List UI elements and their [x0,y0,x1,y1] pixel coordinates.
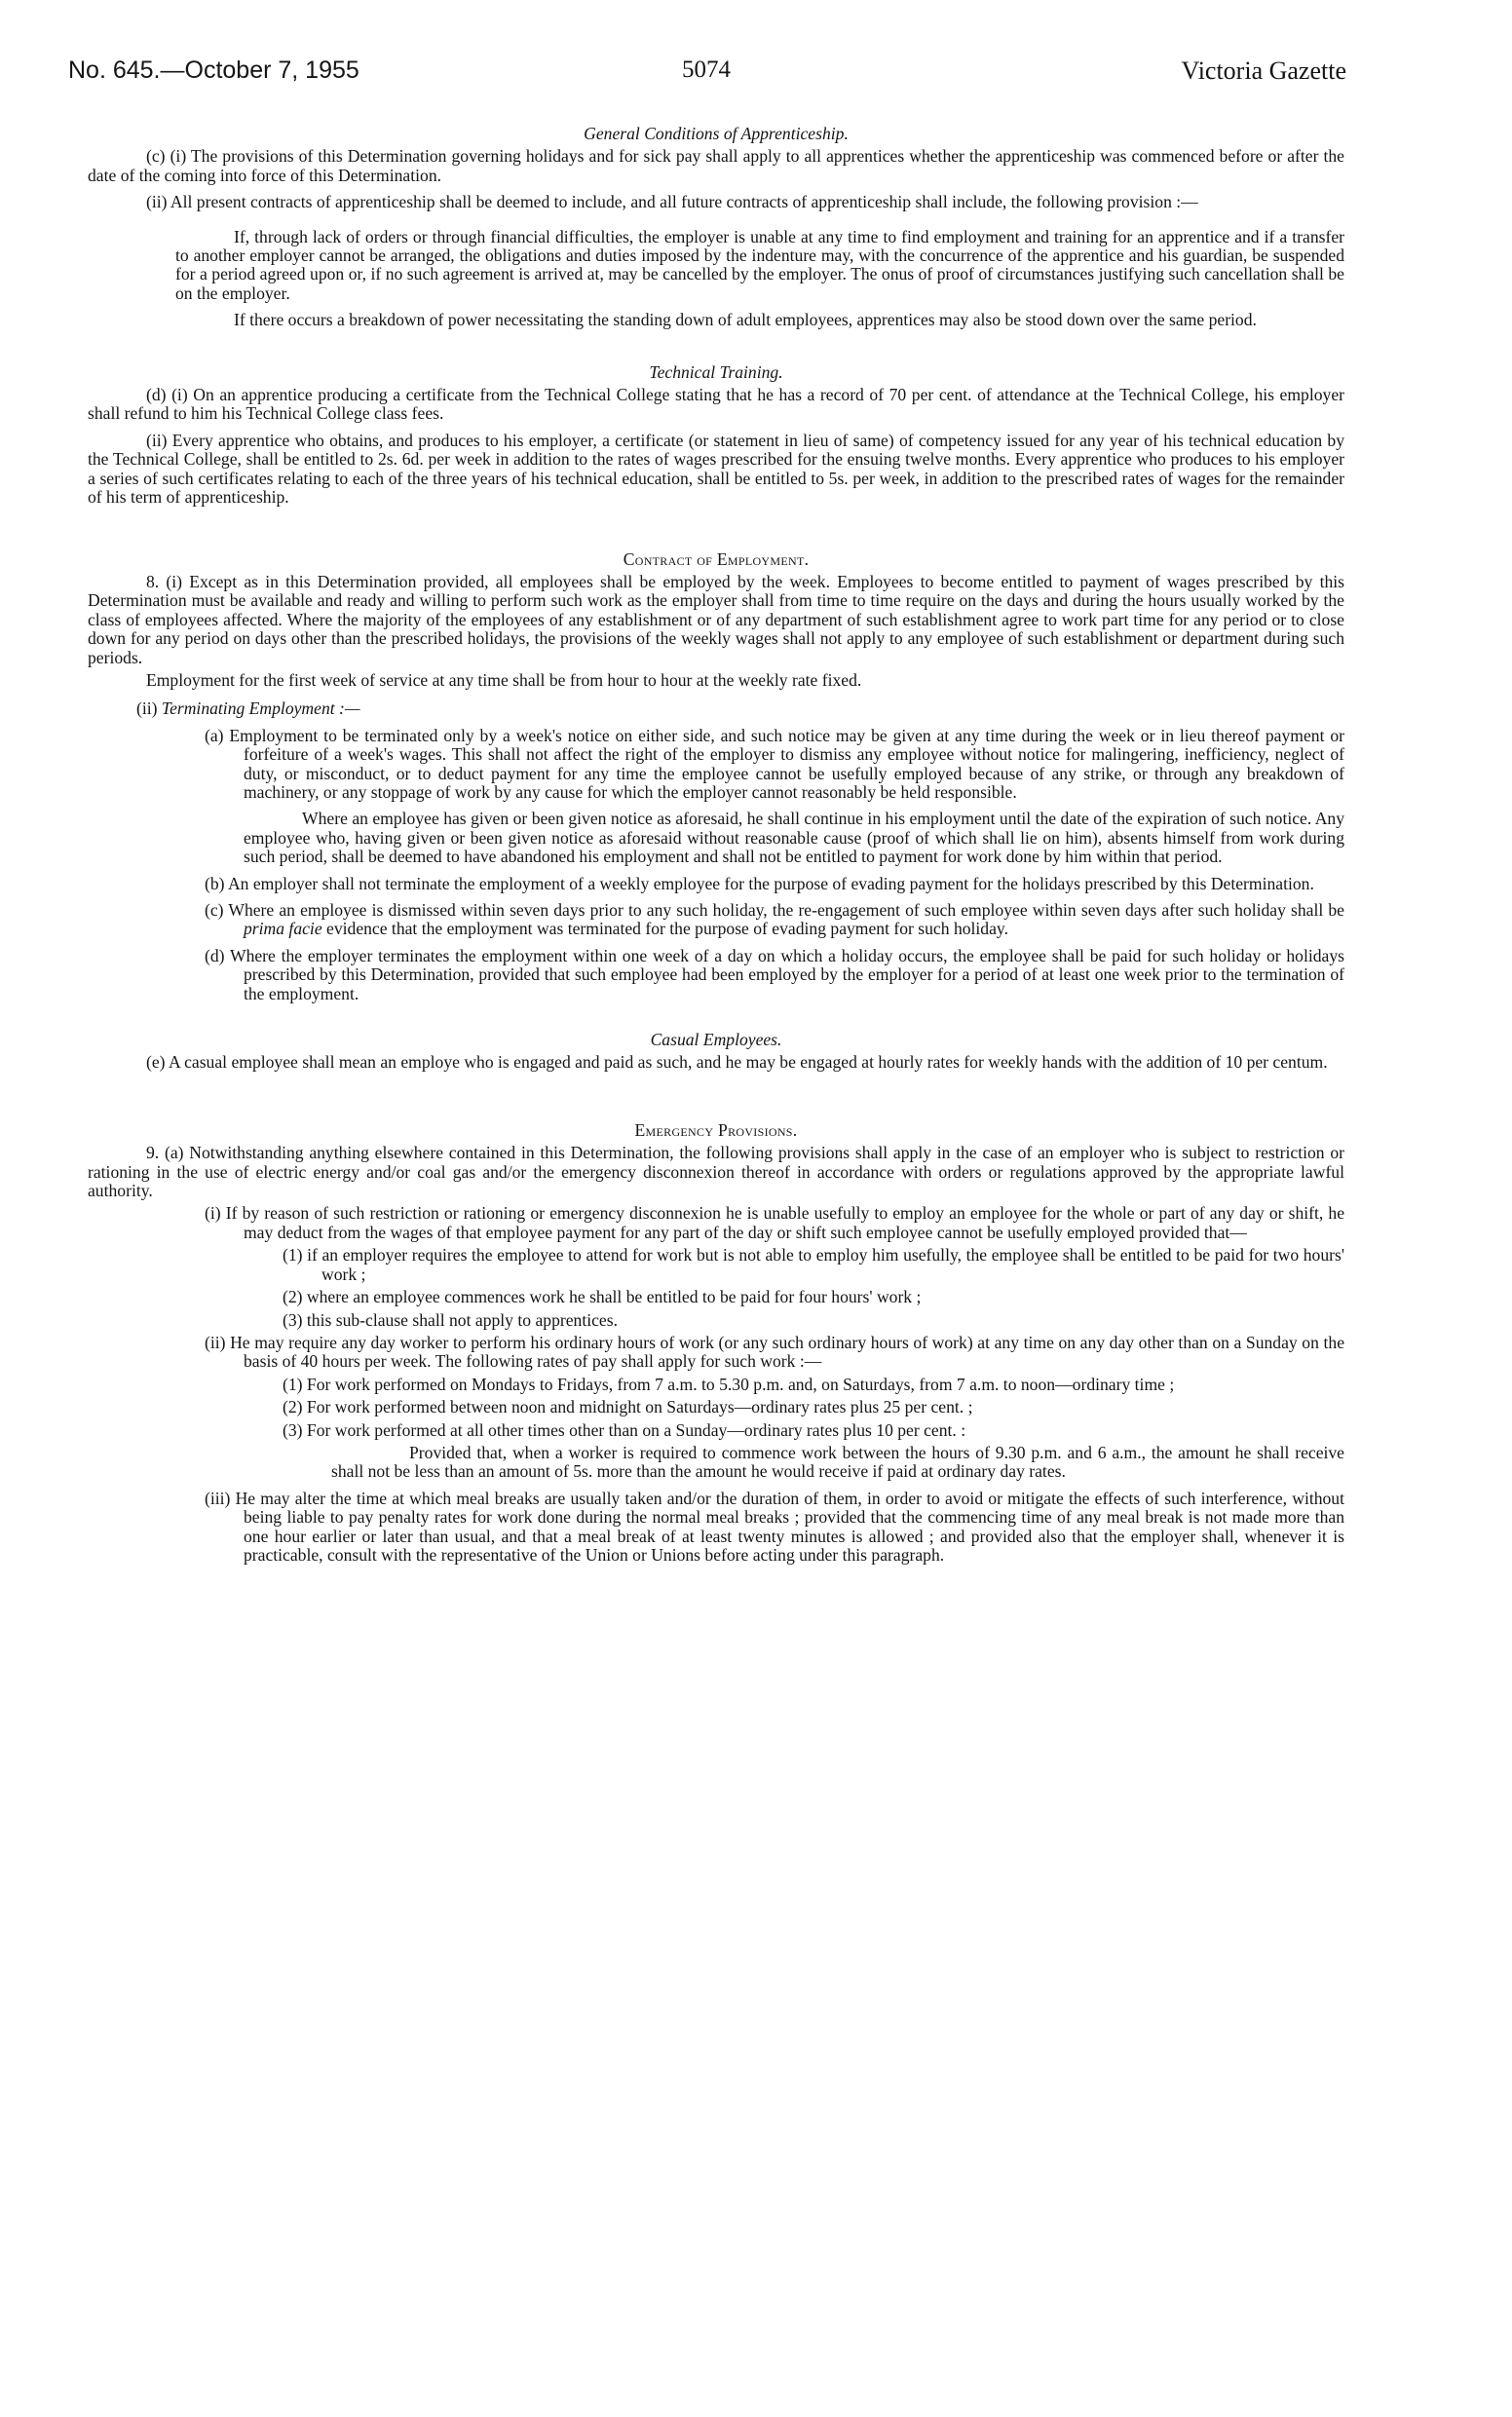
paragraph-9-i-1: (1) if an employer requires the employee to attend for work but is not able to employ him usefully, the employee shall be entitled to be paid for two hours' work ; [283,1245,1344,1284]
section-heading-contract: Contract of Employment. [623,548,810,569]
subheading-title: Terminating Employment :— [161,699,360,719]
paragraph-9-ii-3: (3) For work performed at all other times other than on a Sunday—ordinary rates plus 10 per cent. : [283,1419,966,1440]
paragraph-9-iii: (iii) He may alter the time at which meal breaks are usually taken and/or the duration of them, in order to avoid or mitigate the effects of such interference, without being liable to pay penalty rates for work done during the normal meal breaks ; provided that the commencing time of any meal break is not made more than one hour earlier or later than usual, and that a meal break of at least twenty minutes is allowed ; and provided also that the employer shall, whenever it is practicable, consult with the representative of the Union or Unions before acting under this paragraph. [205,1488,1344,1565]
paragraph-c-text-end: evidence that the employment was terminated for the purpose of evading payment for such holiday. [321,919,1008,939]
section-heading-emergency: Emergency Provisions. [634,1119,798,1140]
paragraph-9-ii-2: (2) For work performed between noon and midnight on Saturdays—ordinary rates plus 25 per cent. ; [283,1397,973,1417]
section-heading-apprenticeship: General Conditions of Apprenticeship. [584,124,849,143]
paragraph-c-text: (c) Where an employee is dismissed within seven days prior to any such holiday, the re-engagement of such employee within seven days after such holiday shall be [205,900,1344,920]
paragraph-9-i-3: (3) this sub-clause shall not apply to apprentices. [283,1309,618,1330]
paragraph-8-i: 8. (i) Except as in this Determination provided, all employees shall be employed by the week. Employees to become entitled to payment of wages prescribed by this Determination must be available and ready and willing to perform such work as the employer shall from time to time require on the days and during the hours usually worked by the class of employees affected. Where the majority of the employees of any establishment or of any department of such establishment agree to work part time for any period or to close down for any period on days other than the prescribed holidays, the provisions of the weekly wages shall not apply to any employee of such establishment or department during such periods. [88,571,1344,667]
paragraph-d: (d) Where the employer terminates the employment within one week of a day on which a holiday occurs, the employee shall be paid for such holiday or holidays prescribed by this Determination, provided that such employee had been employed by the employer for a period of at least one week prior to the termination of the employment. [205,945,1344,1003]
paragraph-proviso: Provided that, when a worker is required to commence work between the hours of 9.30 p.m. and 6 a.m., the amount he shall receive shall not be less than an amount of 5s. more than the amount he would receive if paid at ordinary day rates. [331,1442,1344,1482]
section-heading-technical-training: Technical Training. [649,361,783,382]
page-number: 5074 [682,57,731,83]
paragraph-c-italic: prima facie [244,919,322,939]
paragraph-c [88,901,1344,939]
section-heading-casual: Casual Employees. [650,1030,782,1050]
paragraph-c-i: (c) (i) The provisions of this Determination governing holidays and for sick pay shall apply to all apprentices whether the apprenticeship was commenced before or after the date of the coming into force of this Determination. [88,146,1344,185]
paragraph-e: (e) A casual employee shall mean an employe who is engaged and paid as such, and he may be engaged at hourly rates for weekly hands with the addition of 10 per centum. [146,1052,1328,1073]
paragraph-9-ii: (ii) He may require any day worker to perform his ordinary hours of work (or any such ordinary hours of work) at any time on any day other than on a Sunday on the basis of 40 hours per week. The following rates of pay shall apply for such work :— [205,1332,1344,1372]
paragraph-a-continuation: Where an employee has given or been given notice as aforesaid, he shall continue in his employment until the date of the expiration of such notice. Any employee who, having given or been given notice as aforesaid without reasonable cause (proof of which shall lie on him), absents himself from work during such period, shall be deemed to have abandoned his employment and shall not be entitled to payment for work done by him within that period. [244,809,1344,867]
paragraph-d-i: (d) (i) On an apprentice producing a certificate from the Technical College stating that he has a record of 70 per cent. of attendance at the Technical College, his employer shall refund to him his Technical College class fees. [88,385,1344,424]
paragraph-c-ii: (ii) All present contracts of apprenticeship shall be deemed to include, and all future contracts of apprenticeship shall include, the following provision :— [146,192,1198,212]
paragraph-a-termination: (a) Employment to be terminated only by a week's notice on either side, and such notice may be given at any time during the week or in lieu thereof payment or forfeiture of a week's wages. This shall not affect the right of the employer to dismiss any employee without notice for malingering, inefficiency, neglect of duty, or misconduct, or to deduct payment for any time the employee cannot be usefully employed because of any strike, or through any breakdown of machinery, or any stoppage of work by any cause for which the employer cannot reasonably be held responsible. [205,725,1344,802]
paragraph-first-week: Employment for the first week of service at any time shall be from hour to hour at the weekly rate fixed. [146,669,862,690]
paragraph-b: (b) An employer shall not terminate the employment of a weekly employee for the purpose of evading payment for the holidays prescribed by this Determination. [205,873,1314,893]
paragraph-9-a: 9. (a) Notwithstanding anything elsewhere contained in this Determination, the following provisions shall apply in the case of an employer who is subject to restriction or rationing in the use of electric energy and/or coal gas and/or the emergency disconnexion thereof in accordance with orders or regulations approved by the appropriate lawful authority. [88,1143,1344,1201]
paragraph-d-ii: (ii) Every apprentice who obtains, and produces to his employer, a certificate (or statement in lieu of same) of competency issued for any year of his technical education by the Technical College, shall be entitled to 2s. 6d. per week in addition to the rates of wages prescribed for the ensuing twelve months. Every apprentice who produces to his employer a series of such certificates relating to each of the three years of his technical education, shall be entitled to 5s. per week, in addition to the prescribed rates of wages for the remainder of his term of apprenticeship. [88,430,1344,508]
paragraph-9-i: (i) If by reason of such restriction or rationing or emergency disconnexion he is unable usefully to employ an employee for the whole or part of any day or shift, he may deduct from the wages of that employee payment for any part of the day or shift such employee cannot be usefully employed provided that— [205,1203,1344,1242]
subheading-label: (ii) [136,699,158,719]
subheading-terminating-employment [88,699,1344,718]
paragraph-9-ii-1: (1) For work performed on Mondays to Fridays, from 7 a.m. to 5.30 p.m. and, on Saturdays, from 7 a.m. to noon—ordinary time ; [283,1374,1175,1394]
document-body [88,125,1344,1565]
paragraph-9-i-2: (2) where an employee commences work he shall be entitled to be paid for four hours' work ; [283,1287,922,1307]
publication-title: Victoria Gazette [1181,57,1346,85]
issue-number-date: No. 645.—October 7, 1955 [68,57,359,84]
provision-power-breakdown: If there occurs a breakdown of power necessitating the standing down of adult employees, apprentices may also be stood down over the same period. [234,310,1257,330]
provision-financial-difficulties: If, through lack of orders or through financial difficulties, the employer is unable at any time to find employment and training for an apprentice and if a transfer to another employer cannot be arranged, the obligations and duties imposed by the indenture may, with the concurrence of the apprentice and his guardian, be suspended for a period agreed upon or, if no such agreement is arrived at, may be cancelled by the employer. The onus of proof of circumstances justifying such cancellation shall be on the employer. [175,226,1344,303]
